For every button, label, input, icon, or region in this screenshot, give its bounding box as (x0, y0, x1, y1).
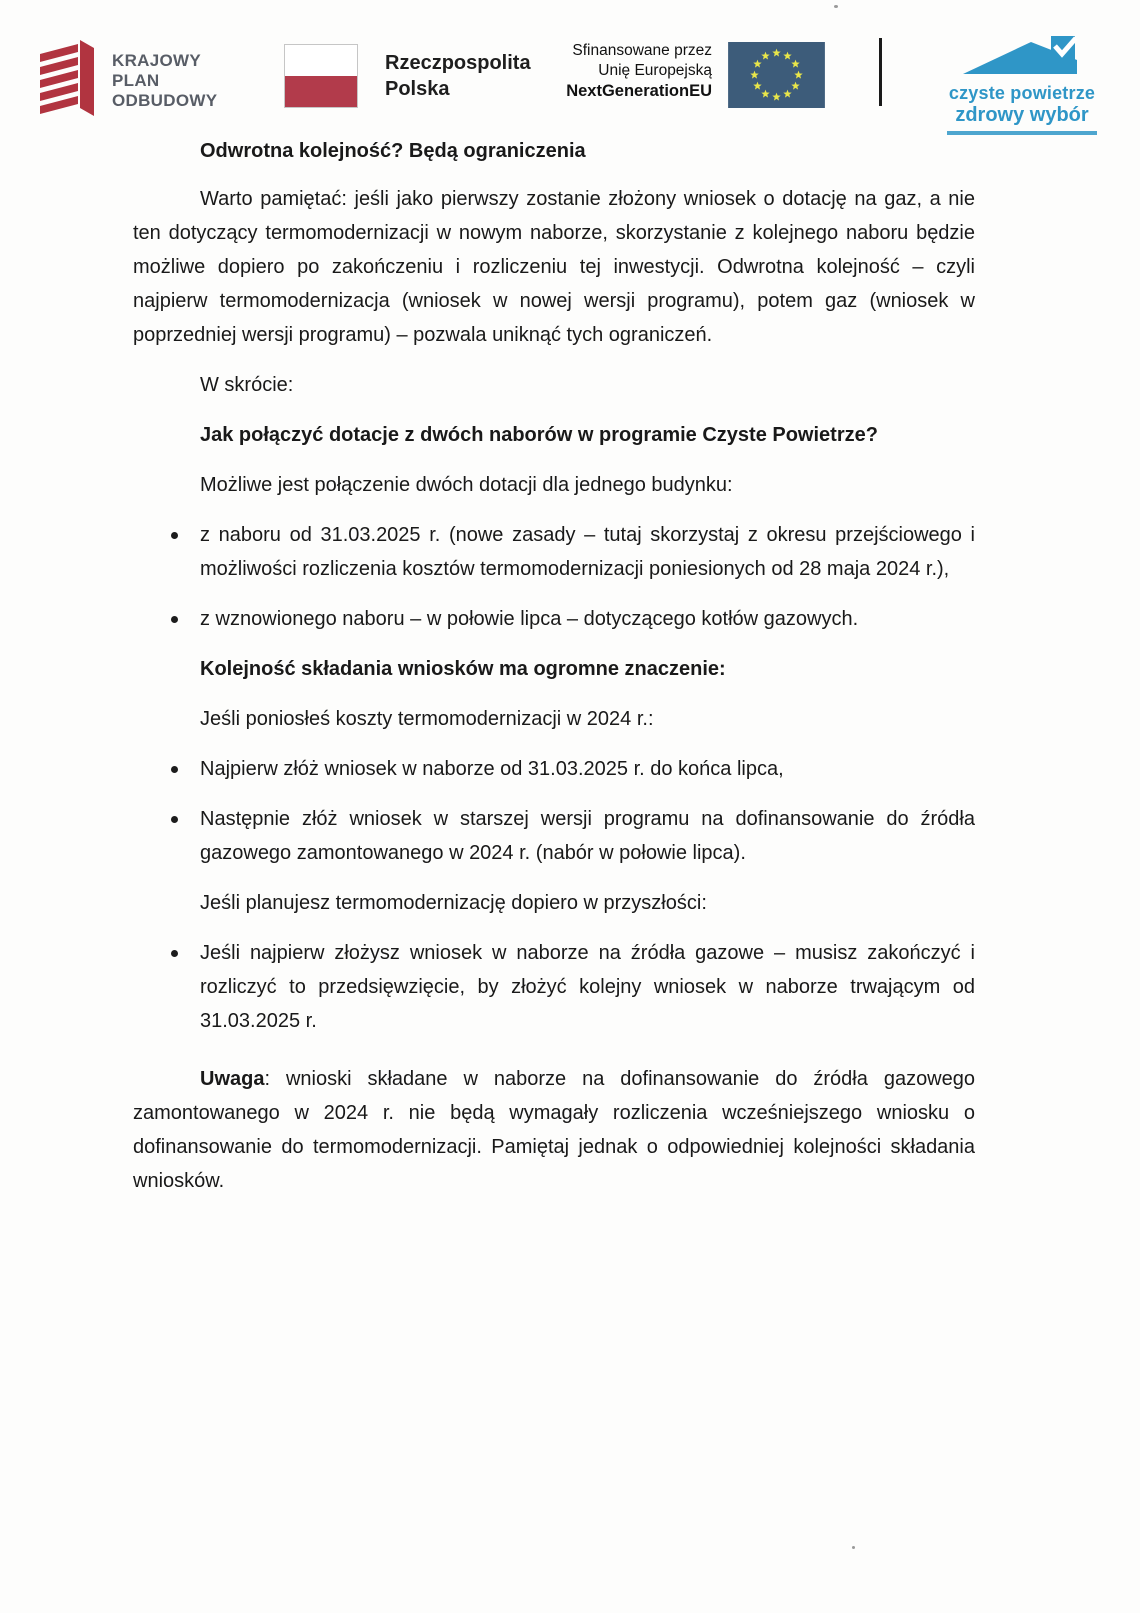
bullet-list-przyszlosc (133, 936, 975, 1038)
uwaga-paragraph (133, 1062, 975, 1198)
list-item: Najpierw złóż wniosek w naborze od 31.03.2025 r. do końca lipca, (133, 752, 975, 786)
w-skrocie-line: W skrócie: (200, 374, 294, 396)
eu-funding-line-2: Unię Europejską (598, 62, 712, 79)
poland-word-2: Polska (385, 78, 450, 100)
logo-header (0, 0, 1140, 128)
question-heading: Jak połączyć dotacje z dwóch naborów w programie Czyste Powietrze? (200, 424, 878, 446)
kpo-logo (34, 36, 217, 125)
header-divider (879, 38, 882, 106)
eu-funding-wordmark (540, 41, 712, 101)
jesli-poniosles-line: Jeśli poniosłeś koszty termomodernizacji w 2024 r.: (200, 708, 654, 730)
scan-speck (834, 5, 838, 8)
jesli-planujesz-line: Jeśli planujesz termomodernizację dopiero w przyszłości: (200, 892, 707, 914)
czyste-powietrze-text-2: zdrowy wybór (955, 104, 1089, 126)
eu-flag-icon (728, 42, 825, 113)
list-item: Jeśli najpierw złożysz wniosek w naborze na źródła gazowe – musisz zakończyć i rozliczyć to przedsięwzięcie, by złożyć kolejny wniosek w naborze trwającym od 31.03.2025 r. (133, 936, 975, 1038)
list-item: Następnie złóż wniosek w starszej wersji programu na dofinansowanie do źródła gazowego zamontowanego w 2024 r. (nabór w połowie lipca). (133, 802, 975, 870)
mozliwe-line: Możliwe jest połączenie dwóch dotacji dla jednego budynku: (200, 474, 733, 496)
bullet-list-naborow (133, 518, 975, 636)
czyste-powietrze-logo (938, 34, 1106, 135)
scan-speck (852, 1546, 855, 1549)
poland-flag-icon (284, 44, 358, 108)
kpo-word-3: ODBUDOWY (112, 90, 218, 110)
bullet-list-2024 (133, 752, 975, 870)
uwaga-label: Uwaga (200, 1068, 265, 1090)
document-title: Odwrotna kolejność? Będą ograniczenia (200, 140, 586, 162)
czyste-powietrze-house-icon (959, 34, 1085, 83)
list-item: z naboru od 31.03.2025 r. (nowe zasady – tutaj skorzystaj z okresu przejściowego i możliwości rozliczenia kosztów termomodernizacji poniesionych od 28 maja 2024 r.), (133, 518, 975, 586)
poland-word-1: Rzeczpospolita (385, 52, 531, 74)
document-body (0, 134, 1140, 1198)
eu-funding-line-1: Sfinansowane przez (572, 42, 712, 59)
kolejnosc-heading: Kolejność składania wniosków ma ogromne znaczenie: (200, 658, 726, 680)
kpo-building-icon (34, 36, 98, 125)
list-item: z wznowionego naboru – w połowie lipca – dotyczącego kotłów gazowych. (133, 602, 975, 636)
uwaga-text: : wnioski składane w naborze na dofinansowanie do źródła gazowego zamontowanego w 2024 r. nie będą wymagały rozliczenia wcześniejszego wniosku o dofinansowanie do termomodernizacji. Pamiętaj jednak o odpowiedniej kolejności składania wniosków. (133, 1068, 975, 1192)
poland-wordmark (385, 50, 531, 102)
eu-funding-line-3: NextGenerationEU (566, 82, 712, 100)
czyste-powietrze-underline (947, 131, 1097, 135)
kpo-word-2: PLAN (112, 70, 160, 90)
intro-paragraph: Warto pamiętać: jeśli jako pierwszy zostanie złożony wniosek o dotację na gaz, a nie ten dotyczący termomodernizacji w nowym naborze, skorzystanie z kolejnego naboru będzie możliwe dopiero po zakończeniu i rozliczeniu tej inwestycji. Odwrotna kolejność – czyli najpierw termomodernizacja (wniosek w nowej wersji programu), potem gaz (wniosek w poprzedniej wersji programu) – pozwala uniknąć tych ograniczeń. (133, 188, 975, 346)
kpo-word-1: KRAJOWY (112, 50, 201, 70)
kpo-wordmark (112, 51, 217, 111)
czyste-powietrze-text-1: czyste powietrze (948, 83, 1096, 103)
